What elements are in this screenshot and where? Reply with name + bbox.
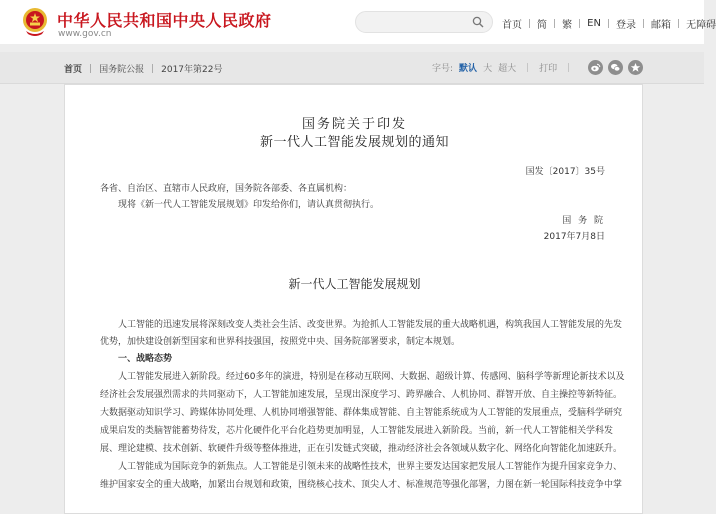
wechat-icon[interactable] <box>608 60 623 75</box>
divider: | <box>606 18 610 29</box>
font-size-default[interactable]: 默认 <box>459 64 478 74</box>
document-title-line1: 国务院关于印发 <box>301 117 407 132</box>
section-heading: 一、战略态势 <box>118 354 173 364</box>
body-paragraph-line: 成果启发的类脑智能蓄势待发，芯片化硬件化平台化趋势更加明显，人工智能发展进入新阶段。当前，新一代人工智能相关学科发 <box>100 426 614 436</box>
font-size-label: 字号: <box>432 64 454 74</box>
body-paragraph-line: 人工智能成为国际竞争的新焦点。人工智能是引领未来的战略性技术，世界主要发达国家把发展人工智能作为提升国家竞争力、 <box>118 462 623 472</box>
font-size-large[interactable]: 大 <box>483 64 493 74</box>
breadcrumb-separator: | <box>151 63 155 74</box>
divider: | <box>526 62 530 73</box>
link-home[interactable]: 首页 <box>502 20 522 31</box>
star-icon[interactable] <box>628 60 643 75</box>
body-paragraph-line: 经济社会发展强烈需求的共同驱动下，人工智能加速发展，呈现出深度学习、跨界融合、人机协同、群智开放、自主操控等新特征。 <box>100 390 623 400</box>
issue-date: 2017年7月8日 <box>543 232 605 242</box>
addressee: 各省、自治区、直辖市人民政府，国务院各部委、各直属机构： <box>100 184 353 194</box>
link-login[interactable]: 登录 <box>616 20 636 31</box>
document-number: 国发〔2017〕35号 <box>525 167 605 177</box>
link-traditional[interactable]: 繁 <box>562 20 573 31</box>
body-paragraph-line: 优势，加快建设创新型国家和世界科技强国，按照党中央、国务院部署要求，制定本规划。 <box>100 337 461 347</box>
font-size-xlarge[interactable]: 超大 <box>498 64 517 74</box>
body-paragraph-line: 展、理论建模、技术创新、软硬件升级等整体推进，正在引发链式突破，推动经济社会各领域从数字化、网络化向智能化加速跃升。 <box>100 444 623 454</box>
site-url: www.gov.cn <box>58 29 112 39</box>
link-mail[interactable]: 邮箱 <box>651 20 672 31</box>
search-input[interactable] <box>366 14 466 30</box>
national-emblem-icon[interactable] <box>22 7 48 37</box>
body-paragraph-line: 大数据驱动知识学习、跨媒体协同处理、人机协同增强智能、群体集成智能、自主智能系统成为人工智能的发展重点，受脑科学研究 <box>100 408 623 418</box>
site-name[interactable]: 中华人民共和国中央人民政府 <box>57 11 272 30</box>
link-english[interactable]: EN <box>587 18 601 29</box>
body-paragraph-line: 人工智能发展进入新阶段。经过60多年的演进，特别是在移动互联网、大数据、超级计算、传感网、脑科学等新理论新技术以及 <box>118 372 625 382</box>
divider: | <box>642 18 646 29</box>
notice-text: 现将《新一代人工智能发展规划》印发给你们，请认真贯彻执行。 <box>118 200 380 210</box>
breadcrumb-issue[interactable]: 2017年第22号 <box>161 65 223 75</box>
breadcrumb-home[interactable]: 首页 <box>64 65 83 75</box>
divider: | <box>528 18 532 29</box>
breadcrumb-separator: | <box>89 63 93 74</box>
site-header <box>0 0 716 44</box>
font-print-tools <box>432 61 580 74</box>
divider: | <box>677 18 681 29</box>
print-button[interactable]: 打印 <box>539 64 558 74</box>
body-paragraph-line: 人工智能的迅速发展将深刻改变人类社会生活、改变世界。为抢抓人工智能发展的重大战略机遇，构筑我国人工智能发展的先发 <box>118 320 623 330</box>
search-icon[interactable] <box>472 16 484 28</box>
divider: | <box>553 18 557 29</box>
breadcrumb-gazette[interactable]: 国务院公报 <box>99 65 145 75</box>
divider: | <box>578 18 582 29</box>
breadcrumb <box>64 62 222 75</box>
weibo-icon[interactable] <box>588 60 603 75</box>
divider: | <box>567 62 571 73</box>
document-panel <box>64 84 643 514</box>
top-links <box>502 16 716 31</box>
search-box[interactable] <box>355 11 493 33</box>
plan-title: 新一代人工智能发展规划 <box>288 277 421 291</box>
signer: 国 务 院 <box>562 216 605 226</box>
breadcrumb-bar <box>0 52 704 84</box>
document-title-line2: 新一代人工智能发展规划的通知 <box>259 135 449 150</box>
link-simplified[interactable]: 简 <box>537 20 548 31</box>
link-accessibility[interactable]: 无障碍 <box>686 20 716 31</box>
body-paragraph-line: 维护国家安全的重大战略，加紧出台规划和政策，围绕核心技术、顶尖人才、标准规范等强化部署，力图在新一轮国际科技竞争中掌 <box>100 480 623 490</box>
